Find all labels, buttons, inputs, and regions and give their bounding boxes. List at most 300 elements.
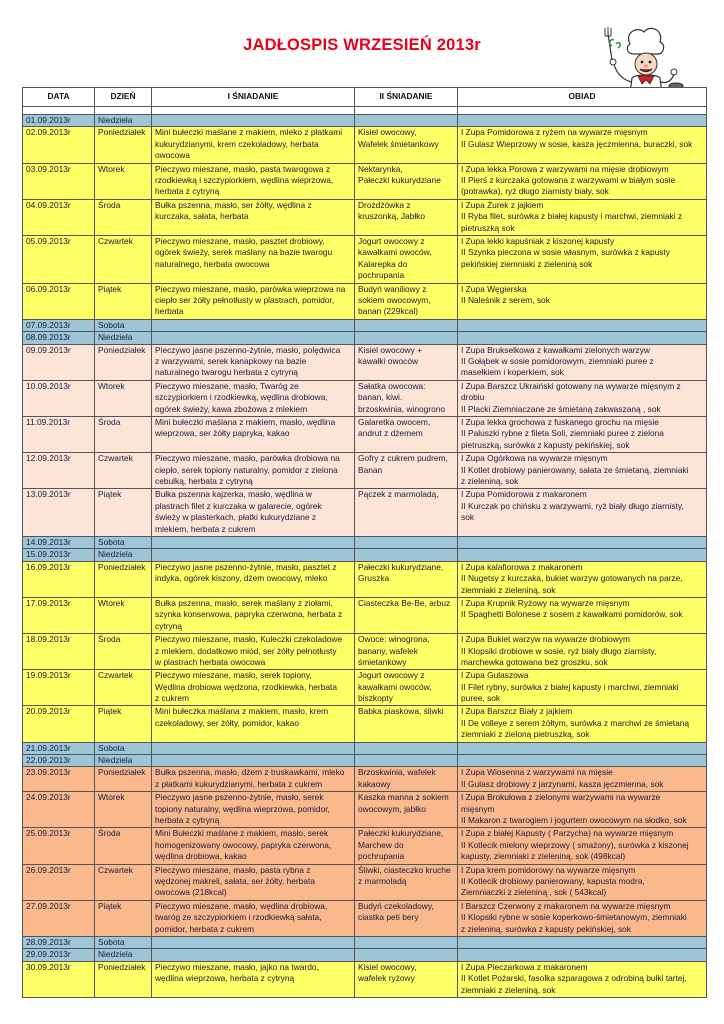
lunch-cell-line: sok	[461, 512, 475, 523]
lunch-cell	[458, 235, 707, 283]
breakfast-1-cell-line: Pieczywo mieszane, masło, pasta twarogowa z	[155, 163, 331, 174]
lunch-cell-line: pietruszką, surówka z kapusty pekińskiej, sok	[461, 439, 630, 450]
breakfast-1-cell	[152, 115, 355, 127]
day-cell: Czwartek	[95, 235, 152, 283]
breakfast-2-cell	[355, 199, 458, 235]
lunch-cell-line: kapusty, ziemniaki z zieleniną, sok (498kcal)	[461, 851, 626, 862]
breakfast-1-cell	[152, 961, 355, 997]
lunch-cell-line: II Klopsiki drobiowe w sosie, ryż biały długo ziarnisty,	[461, 645, 657, 656]
breakfast-2-cell-line: Wafelek śmietankowy	[358, 138, 439, 149]
lunch-cell-line: z zieleniną, surówka z kapusty pekińskiej, sok	[461, 923, 631, 934]
lunch-cell-line: ziemniaki z zieloną pietruszką, sok	[461, 729, 590, 740]
breakfast-1-cell-line: wędlina wieprzowa, herbata z cytryną	[155, 973, 295, 984]
day-cell: Niedziela	[95, 949, 152, 961]
lunch-cell	[458, 283, 707, 319]
breakfast-2-cell	[355, 332, 458, 344]
lunch-cell-line: I Zupa Pomidorowa z makaronem	[461, 489, 587, 500]
menu-row	[23, 115, 707, 127]
breakfast-2-cell	[355, 706, 458, 742]
breakfast-2-cell	[355, 864, 458, 900]
breakfast-1-cell	[152, 949, 355, 961]
date-cell: 19.09.2013r	[23, 670, 95, 706]
breakfast-1-cell	[152, 199, 355, 235]
lunch-cell	[458, 900, 707, 936]
lunch-cell-line: I Zupa Barszcz Ukraiński gotowany na wywarze mięsnym z	[461, 380, 681, 391]
lunch-cell-line: I Zupa lekka grochowa z fuskanego grochu na mięsie	[461, 416, 659, 427]
breakfast-2-cell	[355, 380, 458, 416]
menu-row	[23, 742, 707, 754]
date-cell: 22.09.2013r	[23, 755, 95, 767]
page-title: JADŁOSPIS WRZESIEŃ 2013r	[243, 36, 481, 54]
date-cell: 21.09.2013r	[23, 742, 95, 754]
breakfast-2-cell-line: ciastka peti bery	[358, 912, 419, 923]
lunch-cell-line: II Gulasz drobiowy z jarzynami, kasza jęczmienna, sok	[461, 778, 664, 789]
lunch-cell	[458, 792, 707, 828]
lunch-cell-line: II Paluszki rybne z fileta Soli, ziemniaki puree z zielona	[461, 428, 664, 439]
lunch-cell-line: I Zupa z białej Kapusty ( Parzycha) na wywarze mięsnym	[461, 828, 674, 839]
date-cell: 25.09.2013r	[23, 828, 95, 864]
lunch-cell	[458, 127, 707, 163]
breakfast-2-cell-line: Jogurt owocowy z	[358, 670, 425, 681]
breakfast-2-cell-line: sokiem owocowym,	[358, 294, 431, 305]
breakfast-2-cell-line: Galaretka owocem,	[358, 416, 431, 427]
lunch-cell-line: II Gulasz Wieprzowy w sosie, kasza jęczmienna, buraczki, sok	[461, 138, 693, 149]
breakfast-1-cell	[152, 742, 355, 754]
lunch-cell-line: I Zupa Gulaszowa	[461, 670, 529, 681]
breakfast-1-cell-line: kurczaka, sałata, herbata	[155, 211, 249, 222]
breakfast-2-cell-line: kruszonką, Jabłko	[358, 211, 426, 222]
day-cell: Środa	[95, 199, 152, 235]
lunch-cell-line: II Naleśnik z serem, sok	[461, 294, 550, 305]
lunch-cell-line: II Nugetsy z kurczaka, bukiet warzyw gotowanych na parze,	[461, 573, 683, 584]
day-cell: Wtorek	[95, 380, 152, 416]
breakfast-2-cell-line: Owoce: winogrona,	[358, 634, 430, 645]
menu-row	[23, 332, 707, 344]
lunch-cell-line: puree, sok	[461, 693, 501, 704]
menu-row	[23, 344, 707, 380]
day-cell: Sobota	[95, 742, 152, 754]
menu-body	[23, 115, 707, 998]
menu-row	[23, 864, 707, 900]
breakfast-1-cell-line: Mini bułeczka maślana z makiem, masło, krem	[155, 706, 329, 717]
lunch-cell-line: z zieleniną, sok	[461, 475, 519, 486]
lunch-cell-line: II De volleye z serem żółtym, surówka z marchwi ze śmietaną	[461, 717, 690, 728]
breakfast-1-cell-line: cytryną	[155, 620, 182, 631]
breakfast-2-cell	[355, 489, 458, 537]
day-cell: Piątek	[95, 489, 152, 537]
breakfast-1-cell-line: z mlekiem, dodatkowo miód, ser żółty pełnotłusty	[155, 645, 337, 656]
day-cell: Piątek	[95, 283, 152, 319]
breakfast-1-cell-line: Mini Bułeczki maślane z makiem, masło, serek	[155, 828, 329, 839]
breakfast-2-cell	[355, 453, 458, 489]
breakfast-1-cell-line: Pieczywo mieszane, masło, pasta rybna z	[155, 864, 311, 875]
breakfast-1-cell	[152, 536, 355, 548]
lunch-cell	[458, 416, 707, 452]
day-cell: Poniedziałek	[95, 961, 152, 997]
date-cell: 23.09.2013r	[23, 767, 95, 792]
breakfast-1-cell	[152, 828, 355, 864]
breakfast-2-cell	[355, 742, 458, 754]
lunch-cell-line: I Zupa lekki kapuśniak z kiszonej kapusty	[461, 235, 615, 246]
breakfast-1-cell	[152, 380, 355, 416]
header-date: DATA	[23, 88, 95, 107]
lunch-cell	[458, 332, 707, 344]
breakfast-1-cell-line: szynka konserwowa, papryka czerwona, herbata z	[155, 609, 343, 620]
breakfast-2-cell	[355, 127, 458, 163]
lunch-cell-line: I Zupa lekka Porowa z warzywami na mięsie drobiowym	[461, 163, 669, 174]
breakfast-1-cell-line: Pieczywo mieszane, masło, parówka wieprzowa na	[155, 283, 346, 294]
breakfast-2-cell	[355, 828, 458, 864]
breakfast-2-cell	[355, 949, 458, 961]
breakfast-2-cell-line: Śliwki, ciasteczko kruche	[358, 864, 451, 875]
date-cell: 17.09.2013r	[23, 597, 95, 633]
menu-row	[23, 283, 707, 319]
breakfast-1-cell-line: Mini bułeczki maślane z makiem, mleko z płatkami	[155, 127, 343, 138]
lunch-cell-line: ziemniaki z zieleniną, sok	[461, 584, 556, 595]
menu-row	[23, 937, 707, 949]
lunch-cell	[458, 199, 707, 235]
lunch-cell-line: I Zupa Krupnik Ryżowy na wywarze mięsnym	[461, 597, 630, 608]
lunch-cell-line: marchewka gotowana bez groszku, sok	[461, 656, 608, 667]
day-cell: Piątek	[95, 706, 152, 742]
lunch-cell-line: masełkiem i koperkiem, sok	[461, 367, 564, 378]
date-cell: 11.09.2013r	[23, 416, 95, 452]
breakfast-2-cell-line: Ciasteczka Be-Be, arbuz	[358, 597, 451, 608]
breakfast-1-cell	[152, 453, 355, 489]
breakfast-1-cell	[152, 127, 355, 163]
breakfast-1-cell-line: naturalnego twarogu herbata z cytryną	[155, 367, 298, 378]
lunch-cell	[458, 536, 707, 548]
breakfast-1-cell-line: czekoladowy, ser żółty, pomidor, kakao	[155, 717, 299, 728]
menu-row	[23, 949, 707, 961]
lunch-cell	[458, 344, 707, 380]
breakfast-1-cell	[152, 792, 355, 828]
breakfast-1-cell-line: herbata z cytryną	[155, 186, 220, 197]
breakfast-2-cell-line: Sałatka owocowa:	[358, 380, 426, 391]
breakfast-2-cell-line: Pałeczki kukurydziane,	[358, 828, 444, 839]
day-cell: Wtorek	[95, 792, 152, 828]
menu-row	[23, 792, 707, 828]
menu-row	[23, 900, 707, 936]
lunch-cell-line: I Zupa Węgierska	[461, 283, 527, 294]
breakfast-2-cell	[355, 115, 458, 127]
date-cell: 01.09.2013r	[23, 115, 95, 127]
lunch-cell-line: II Pierś z kurczaka gotowana z warzywami w białym sosie	[461, 175, 676, 185]
lunch-cell	[458, 380, 707, 416]
lunch-cell-line: I Zupa Wiosenna z warzywami na mięsie	[461, 767, 613, 778]
menu-row	[23, 536, 707, 548]
date-cell: 10.09.2013r	[23, 380, 95, 416]
day-cell: Poniedziałek	[95, 127, 152, 163]
breakfast-1-cell-line: indyka, ogórek kiszony, dżem owocowy, mleko	[155, 573, 328, 584]
breakfast-2-cell-line: Drożdżówka z	[358, 199, 411, 210]
breakfast-1-cell	[152, 549, 355, 561]
date-cell: 24.09.2013r	[23, 792, 95, 828]
menu-row	[23, 634, 707, 670]
lunch-cell-line: Ziemniaczki z zieleniną , sok ( 543kcal)	[461, 887, 607, 898]
breakfast-2-cell-line: kawałkami owoców,	[358, 247, 432, 258]
lunch-cell	[458, 767, 707, 792]
day-cell: Sobota	[95, 319, 152, 331]
lunch-cell-line: I Zupa Barszcz Biały z jajkiem	[461, 706, 573, 717]
lunch-cell-line: I Zupa Żurek z jajkiem	[461, 199, 544, 210]
breakfast-1-cell-line: Pieczywo mieszane, masło, Kuleczki czekoladowe	[155, 634, 343, 645]
breakfast-1-cell-line: Mini bułeczki maślana z makiem, masło, wędlina	[155, 416, 336, 427]
breakfast-1-cell	[152, 900, 355, 936]
breakfast-2-cell-line: Marchew do	[358, 839, 404, 850]
breakfast-2-cell-line: biszkopty	[358, 693, 393, 704]
breakfast-1-cell	[152, 670, 355, 706]
breakfast-1-cell-line: plastrach filet z kurczaka w galarecie, ogórek	[155, 500, 322, 511]
lunch-cell	[458, 489, 707, 537]
day-cell: Niedziela	[95, 115, 152, 127]
breakfast-1-cell-line: Pieczywo jasne pszenno-żytnie, masło, polędwica	[155, 344, 341, 355]
breakfast-2-cell-line: banany, wafelek	[358, 645, 418, 656]
lunch-cell	[458, 755, 707, 767]
date-cell: 06.09.2013r	[23, 283, 95, 319]
breakfast-1-cell-line: Pieczywo mieszane, masło, serek topiony,	[155, 670, 312, 681]
breakfast-2-cell-line: Budyń waniliowy z	[358, 283, 427, 294]
lunch-cell	[458, 453, 707, 489]
breakfast-1-cell-line: ogórek świeży, serek maślany na bazie twarogu	[155, 247, 333, 258]
date-cell: 29.09.2013r	[23, 949, 95, 961]
breakfast-1-cell-line: z warzywami, serek kanapkowy na bazie	[155, 355, 307, 366]
lunch-cell	[458, 319, 707, 331]
lunch-cell-line: II Filet rybny, surówka z białej kapusty i marchwi, ziemniaki	[461, 681, 679, 692]
breakfast-2-cell-line: owocowym, jabłko	[358, 803, 426, 814]
date-cell: 04.09.2013r	[23, 199, 95, 235]
day-cell: Niedziela	[95, 549, 152, 561]
menu-row	[23, 163, 707, 199]
breakfast-2-cell	[355, 163, 458, 199]
breakfast-2-cell	[355, 961, 458, 997]
menu-row	[23, 670, 707, 706]
lunch-cell-line: II Szynka pieczona w sosie własnym, surówka z kapusty	[461, 247, 670, 258]
breakfast-2-cell	[355, 900, 458, 936]
menu-row	[23, 961, 707, 997]
breakfast-1-cell-line: Pieczywo mieszane, masło, wędlina drobiowa,	[155, 900, 328, 911]
day-cell: Czwartek	[95, 670, 152, 706]
breakfast-2-cell-line: Kisiel owocowy +	[358, 344, 423, 355]
breakfast-1-cell-line: kukurydzianymi, krem czekoladowy, herbata	[155, 138, 319, 149]
menu-row	[23, 199, 707, 235]
day-cell: Wtorek	[95, 163, 152, 199]
lunch-cell-line: I Zupa krem pomidorowy na wywarze mięsnym	[461, 864, 636, 875]
breakfast-1-cell-line: owocowa (218kcal)	[155, 887, 227, 898]
breakfast-2-cell	[355, 235, 458, 283]
breakfast-2-cell-line: banan (229kcal)	[358, 306, 419, 317]
breakfast-1-cell-line: Pieczywo mieszane, masło, pasztet drobiowy,	[155, 235, 325, 246]
lunch-cell	[458, 549, 707, 561]
lunch-cell	[458, 937, 707, 949]
lunch-cell-line: I Zupa kalafiorowa z makaronem	[461, 561, 583, 572]
lunch-cell	[458, 597, 707, 633]
breakfast-1-cell-line: wieprzowa, ser żółty papryka, kakao	[155, 428, 290, 439]
breakfast-2-cell-line: banan, kiwi.	[358, 392, 403, 403]
breakfast-1-cell-line: ciepło ser żółty pełnotłusty w plastrach, pomidor,	[155, 294, 335, 305]
breakfast-2-cell	[355, 549, 458, 561]
breakfast-1-cell	[152, 283, 355, 319]
breakfast-1-cell-line: ogórek świeży, kawa zbożowa z mlekiem	[155, 403, 308, 414]
breakfast-1-cell	[152, 489, 355, 537]
menu-row	[23, 828, 707, 864]
breakfast-2-cell-line: Pączek z marmoladą,	[358, 489, 439, 500]
lunch-cell-line: II Spaghetti Bolonese z sosem z kawałkami pomidorów, sok	[461, 609, 683, 620]
date-cell: 20.09.2013r	[23, 706, 95, 742]
breakfast-1-cell	[152, 235, 355, 283]
breakfast-1-cell-line: wędlina drobiowa, kakao	[155, 851, 247, 862]
lunch-cell-line: I Zupa Pomidorowa z ryżem na wywarze mięsnym	[461, 127, 648, 138]
day-cell: Poniedziałek	[95, 344, 152, 380]
breakfast-1-cell-line: naturalnego, herbata owocowa	[155, 258, 270, 269]
menu-row	[23, 561, 707, 597]
breakfast-2-cell-line: Gofry z cukrem pudrem,	[358, 453, 448, 464]
breakfast-2-cell	[355, 767, 458, 792]
date-cell: 05.09.2013r	[23, 235, 95, 283]
breakfast-1-cell	[152, 864, 355, 900]
breakfast-1-cell-line: Wędlina drobiowa wędzona, rzodkiewka, herbata	[155, 681, 338, 692]
menu-row	[23, 549, 707, 561]
breakfast-2-cell	[355, 792, 458, 828]
menu-row	[23, 767, 707, 792]
menu-row	[23, 489, 707, 537]
breakfast-1-cell	[152, 755, 355, 767]
breakfast-1-cell-line: Bułka pszenna, masło, serek maślany z ziołami,	[155, 597, 333, 608]
breakfast-1-cell-line: Pieczywo jasne pszenno-żytnie, masło, pasztet z	[155, 561, 337, 572]
lunch-cell	[458, 163, 707, 199]
menu-row	[23, 416, 707, 452]
breakfast-1-cell-line: Bułka pszenna, masło, ser żółty, wędlina z	[155, 199, 312, 210]
breakfast-1-cell-line: twaróg ze szczypiorkiem i rzodkiewką sałata,	[155, 912, 322, 923]
breakfast-1-cell	[152, 706, 355, 742]
day-cell: Poniedziałek	[95, 561, 152, 597]
date-cell: 28.09.2013r	[23, 937, 95, 949]
breakfast-1-cell-line: Pieczywo mieszane, masło, parówka drobiowa na	[155, 453, 340, 464]
lunch-cell	[458, 742, 707, 754]
breakfast-2-cell-line: Kisiel owocowy,	[358, 961, 417, 972]
day-cell: Środa	[95, 828, 152, 864]
lunch-cell-line: ziemniaki z zieleniną, sok	[461, 984, 556, 995]
breakfast-2-cell-line: Pałeczki kukurydziane,	[358, 561, 444, 572]
breakfast-2-cell-line: Brzoskwinia, wafelek	[358, 767, 436, 778]
breakfast-2-cell	[355, 283, 458, 319]
breakfast-2-cell	[355, 597, 458, 633]
menu-row	[23, 127, 707, 163]
breakfast-2-cell-line: Jogurt owocowy z	[358, 235, 425, 246]
lunch-cell-line: I Zupa Bukiet warzyw na wywarze drobiowym	[461, 634, 630, 645]
lunch-cell-line: II Kotlet drobiowy panierowany, sałata ze śmietaną, ziemniaki	[461, 464, 689, 475]
breakfast-1-cell-line: Bułka pszenna kajzerka, masło, wędlina w	[155, 489, 312, 500]
breakfast-2-cell-line: pochrupania	[358, 851, 405, 862]
header-day: DZIEŃ	[95, 88, 152, 107]
lunch-cell	[458, 949, 707, 961]
breakfast-1-cell-line: Pieczywo jasne pszenno-żytnie, masło, serek	[155, 792, 324, 803]
lunch-cell-line: I Zupa Pieczarkowa z makaronem	[461, 961, 588, 972]
breakfast-1-cell-line: topiony naturalny, wędlina wieprzowa, pomidor,	[155, 803, 330, 814]
lunch-cell-line: II Kotlet Pożarski, fasolka szparagowa z odrobiną bułki tartej,	[461, 973, 687, 984]
breakfast-2-cell-line: Gruszka	[358, 573, 390, 584]
lunch-cell-line: II Kotlecik drobiowy panierowany, kapusta modra,	[461, 876, 645, 887]
breakfast-1-cell-line: owocowa	[155, 150, 190, 161]
breakfast-2-cell	[355, 416, 458, 452]
breakfast-2-cell-line: śmietankowy	[358, 656, 407, 667]
breakfast-2-cell	[355, 670, 458, 706]
lunch-cell-line: mięsnym	[461, 803, 495, 814]
breakfast-1-cell-line: Pieczywo mieszane, masło, Twaróg ze	[155, 380, 299, 391]
day-cell: Piątek	[95, 900, 152, 936]
breakfast-2-cell-line: brzoskwinia, winogrono	[358, 403, 446, 414]
breakfast-2-cell	[355, 319, 458, 331]
header-breakfast-1: I ŚNIADANIE	[152, 88, 355, 107]
lunch-cell-line: I Barszcz Czerwony z makaronem na wywarze mięsnym	[461, 900, 671, 911]
lunch-cell-line: I Zupa Brukselkowa z kawałkami zielonych warzyw	[461, 344, 650, 355]
date-cell: 08.09.2013r	[23, 332, 95, 344]
lunch-cell-line: II Kotlecik mielony wieprzowy ( smażony), surówka z kiszonej	[461, 839, 689, 850]
date-cell: 30.09.2013r	[23, 961, 95, 997]
breakfast-2-cell-line: Babka piaskowa, śliwki	[358, 706, 444, 717]
breakfast-2-cell-line: z marmoladą	[358, 876, 407, 887]
day-cell: Środa	[95, 634, 152, 670]
breakfast-2-cell	[355, 634, 458, 670]
breakfast-2-cell-line: Kalarepka do	[358, 258, 408, 269]
breakfast-1-cell	[152, 634, 355, 670]
date-cell: 26.09.2013r	[23, 864, 95, 900]
lunch-cell	[458, 115, 707, 127]
breakfast-1-cell-line: Pieczywo mieszane, masło, jajko na twardo,	[155, 961, 319, 972]
lunch-cell-line: pekińskiej ziemniaki z zieleniną sok	[461, 258, 593, 269]
breakfast-1-cell-line: świeży w plasterkach, płatki kukurydziane z	[155, 512, 317, 523]
day-cell: Sobota	[95, 937, 152, 949]
menu-row	[23, 453, 707, 489]
date-cell: 07.09.2013r	[23, 319, 95, 331]
breakfast-1-cell	[152, 597, 355, 633]
lunch-cell	[458, 706, 707, 742]
day-cell: Sobota	[95, 536, 152, 548]
lunch-cell-line: II Placki Ziemniaczane ze śmietaną zakwaszaną , sok	[461, 403, 661, 414]
breakfast-1-cell	[152, 332, 355, 344]
breakfast-1-cell-line: rzodkiewką i szczypiorkiem, wędlina wieprzowa,	[155, 175, 334, 185]
lunch-cell	[458, 828, 707, 864]
breakfast-2-cell-line: Pałeczki kukurydziane	[358, 175, 441, 185]
breakfast-2-cell	[355, 755, 458, 767]
date-cell: 13.09.2013r	[23, 489, 95, 537]
breakfast-2-cell-line: Nektarynka,	[358, 163, 403, 174]
breakfast-2-cell-line: Banan	[358, 464, 383, 475]
lunch-cell	[458, 961, 707, 997]
lunch-cell	[458, 864, 707, 900]
day-cell: Czwartek	[95, 864, 152, 900]
breakfast-1-cell-line: homogenizowany owocowy, papryka czerwona,	[155, 839, 332, 850]
menu-row	[23, 597, 707, 633]
breakfast-1-cell-line: ciepło, serek topiony naturalny, pomidor z zielona	[155, 464, 338, 475]
breakfast-2-cell-line: wafelek ryżowy	[358, 973, 415, 984]
day-cell: Środa	[95, 416, 152, 452]
breakfast-1-cell-line: szczypiorkiem i rzodkiewką, wędlina drobiowa,	[155, 392, 328, 403]
breakfast-2-cell-line: pochrupania	[358, 270, 405, 281]
breakfast-1-cell-line: z cukrem	[155, 693, 189, 704]
breakfast-1-cell-line: mlekiem, herbata z cukrem	[155, 523, 256, 534]
date-cell: 15.09.2013r	[23, 549, 95, 561]
day-cell: Niedziela	[95, 332, 152, 344]
date-cell: 14.09.2013r	[23, 536, 95, 548]
breakfast-2-cell	[355, 937, 458, 949]
date-cell: 02.09.2013r	[23, 127, 95, 163]
menu-row	[23, 319, 707, 331]
breakfast-1-cell	[152, 163, 355, 199]
breakfast-1-cell	[152, 344, 355, 380]
breakfast-2-cell-line: Kisiel owocowy,	[358, 127, 417, 138]
breakfast-2-cell	[355, 536, 458, 548]
